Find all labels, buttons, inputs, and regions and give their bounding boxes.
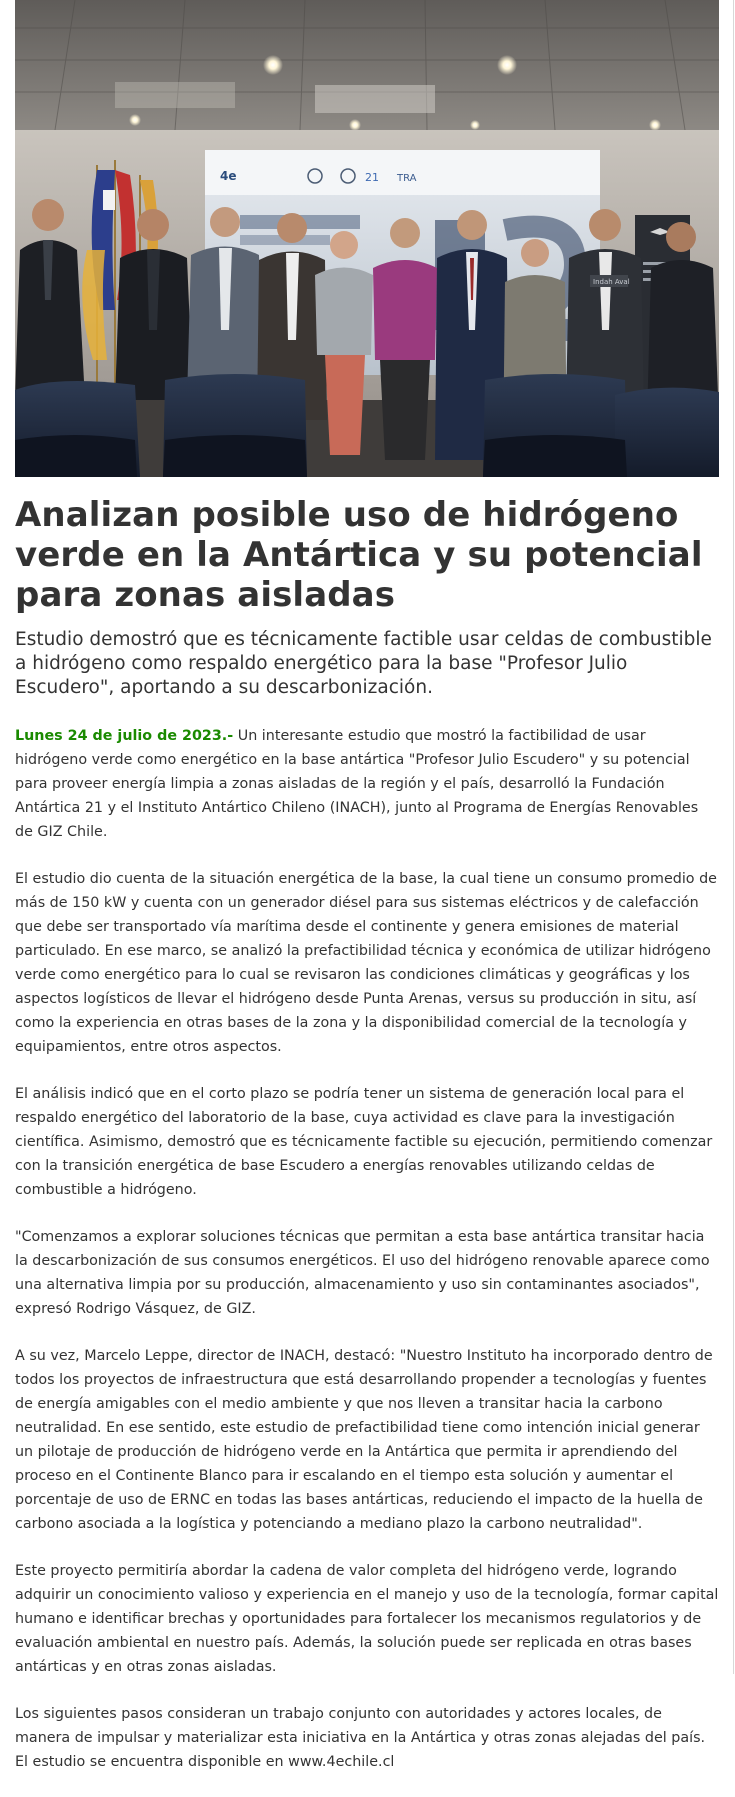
article-title: Analizan posible uso de hidrógeno verde en la Antártica y su potencial para zonas aisladas (15, 495, 703, 615)
screen-logo-4e: 4e (220, 169, 237, 183)
paragraph: Este proyecto permitiría abordar la cadena de valor completa del hidrógeno verde, logrando adquirir un conocimiento valioso y experiencia en el manejo y uso de la tecnología, formar capital humano e identificar brechas y oportunidades para fortalecer los mecanismos regulatorios y de evaluación ambiental en nuestro país. Además, la solución puede ser replicada en otras bases antárticas y en otras zonas aisladas. (15, 1563, 719, 1675)
paragraph: El estudio dio cuenta de la situación energética de la base, la cual tiene un consumo promedio de más de 150 kW y cuenta con un generador diésel para sus sistemas eléctricos y de calefacción que debe ser transportado vía marítima desde el continente y genera emisiones de material particulado. En ese marco, se analizó la prefactibilidad técnica y económica de utilizar hidrógeno verde como energético para lo cual se revisaron las condiciones climáticas y geográficas y los aspectos logísticos de llevar el hidrógeno desde Punta Arenas, versus su producción in situ, así como la experiencia en otras bases de la zona y la disponibilidad comercial de la tecnología y equipamientos, entre otros aspectos. (15, 871, 717, 1055)
paragraph: Los siguientes pasos consideran un trabajo conjunto con autoridades y actores locales, de manera de impulsar y materializar esta iniciativa en la Antártica y otras zonas alejadas del país. El estudio se encuentra disponible en www.4echile.cl (15, 1706, 706, 1770)
article-photo (15, 0, 719, 477)
paragraph: "Comenzamos a explorar soluciones técnicas que permitan a esta base antártica transitar hacia la descarbonización de sus consumos energéticos. El uso del hidrógeno renovable aparece como una alternativa limpia por su producción, almacenamiento y uso sin contaminantes asociados", expresó Rodrigo Vásquez, de GIZ. (15, 1229, 710, 1317)
lead-text: Un interesante estudio que mostró la factibilidad de usar hidrógeno verde como energético en la base antártica "Profesor Julio Escudero" y su potencial para proveer energía limpia a zonas aisladas de la región y el país, desarrolló la Fundación Antártica 21 y el Instituto Antártico Chileno (INACH), junto al Programa de Energías Renovables de GIZ Chile. (15, 728, 699, 840)
paragraph: A su vez, Marcelo Leppe, director de INACH, destacó: "Nuestro Instituto ha incorporado dentro de todos los proyectos de infraestructura que está desarrollando propender a tecnologías y fuentes de energía amigables con el medio ambiente y que nos lleven a transitar hacia la carbono neutralidad. En ese sentido, este estudio de prefactibilidad tiene como intención inicial generar un pilotaje de producción de hidrógeno verde en la Antártica que permita ir aprendiendo del proceso en el Continente Blanco para ir escalando en el tiempo esta solución y aumentar el porcentaje de uso de ERNC en todas las bases antárticas, reduciendo el impacto de la huella de carbono asociada a la logística y potenciando a mediano plazo la carbono neutralidad". (15, 1348, 713, 1532)
news-article (15, 0, 719, 1797)
paragraph-lead (15, 724, 719, 844)
name-tag-text: Indah Aval (593, 278, 630, 286)
dateline: Lunes 24 de julio de 2023.- (15, 728, 234, 744)
screen-logo-21: 21 (365, 171, 379, 184)
paragraph: El análisis indicó que en el corto plazo se podría tener un sistema de generación local para el respaldo energético del laboratorio de la base, cuya actividad es clave para la investigación científica. Asimismo, demostró que es técnicamente factible su ejecución, permitiendo comenzar con la transición energética de base Escudero a energías renovables utilizando celdas de combustible a hidrógeno. (15, 1086, 713, 1198)
article-body (15, 724, 719, 1774)
page-edge-divider (733, 0, 734, 1674)
screen-logo-tra: TRA (397, 173, 417, 184)
article-subtitle: Estudio demostró que es técnicamente factible usar celdas de combustible a hidrógeno como respaldo energético para la base "Profesor Julio Escudero", aportando a su descarbonización. (15, 629, 712, 698)
